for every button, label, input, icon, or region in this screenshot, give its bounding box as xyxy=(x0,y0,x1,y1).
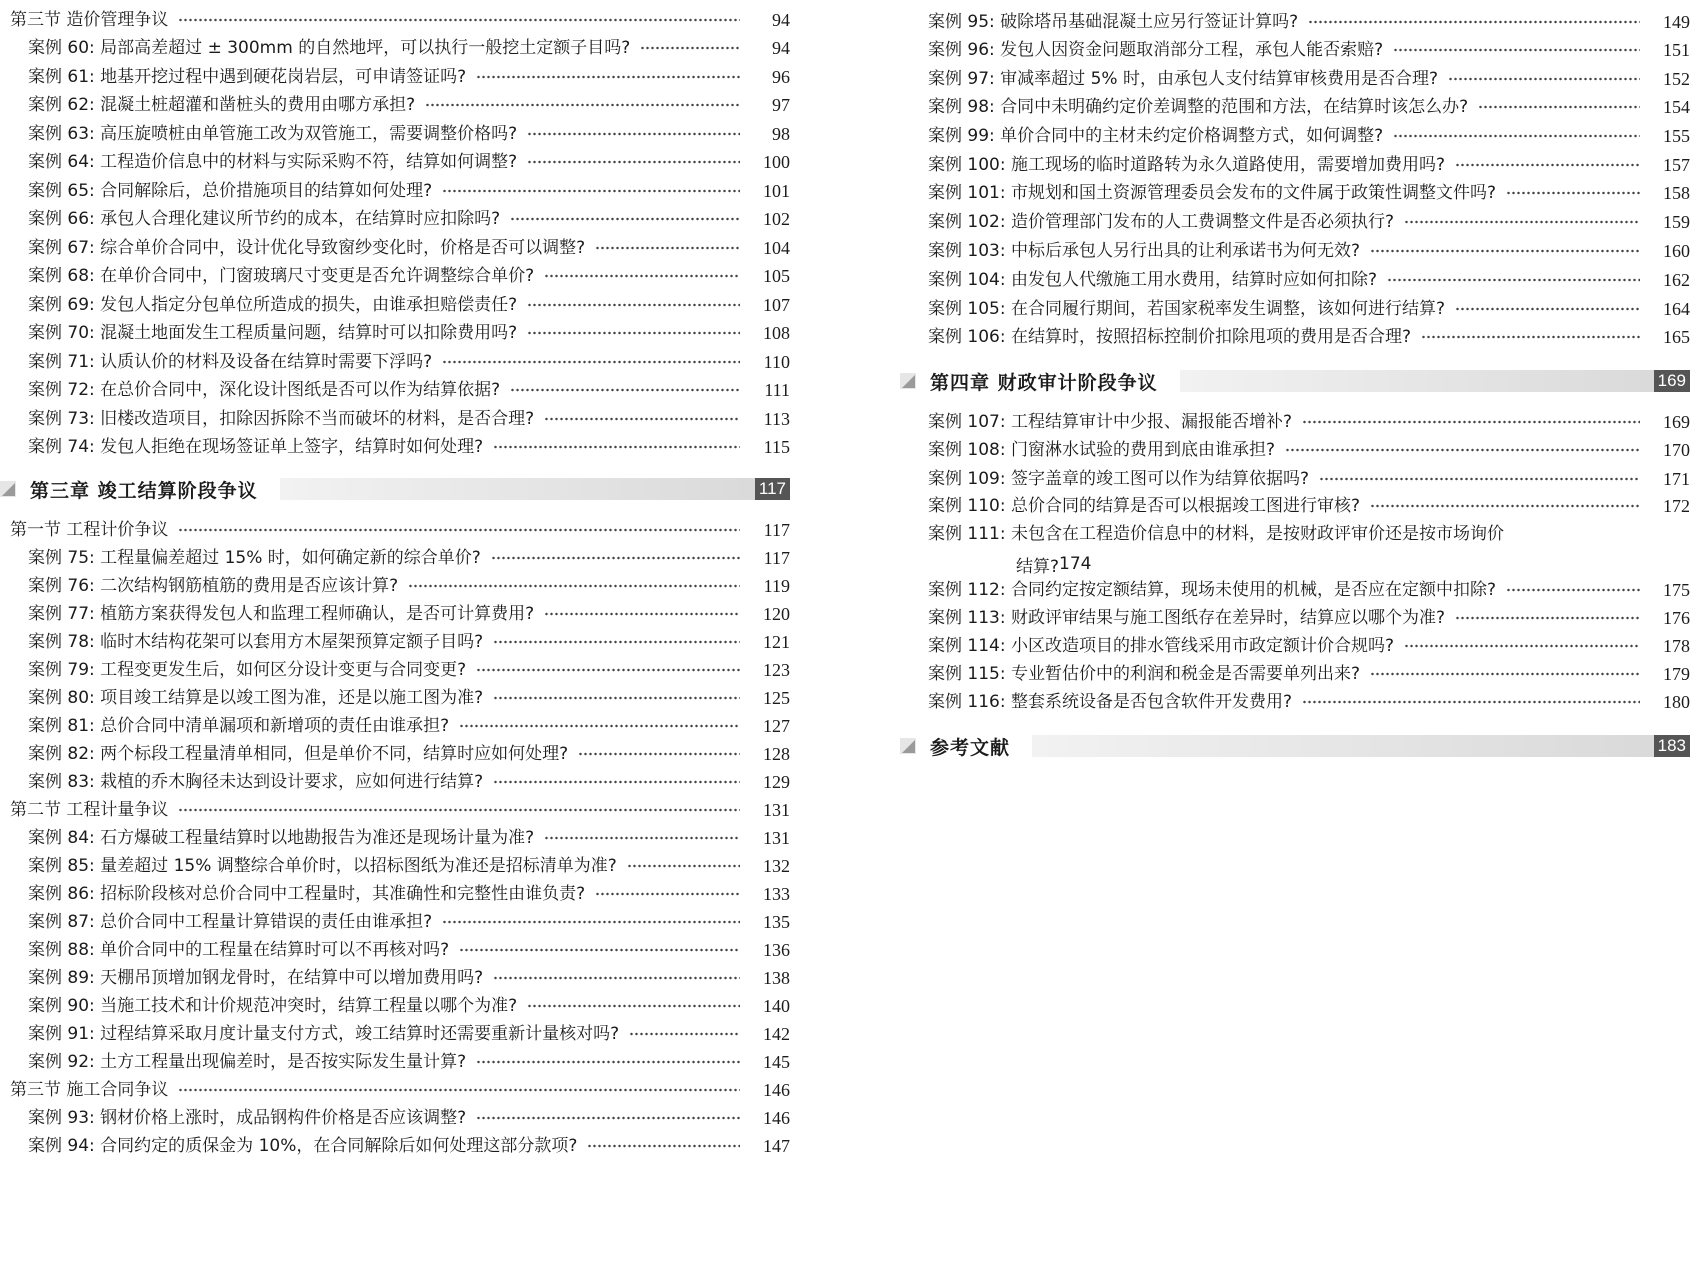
toc-page-number: 120 xyxy=(763,604,790,624)
toc-page-number: 138 xyxy=(763,968,790,988)
toc-entry-case xyxy=(928,92,1690,122)
toc-entry-title: 案例 77: 植筋方案获得发包人和监理工程师确认，是否可计算费用? xyxy=(28,604,535,624)
toc-page-number: 133 xyxy=(763,884,790,904)
toc-dot-leader xyxy=(527,156,740,168)
toc-page-number: 117 xyxy=(763,548,790,568)
toc-page-number: 175 xyxy=(1663,580,1690,600)
toc-dot-leader xyxy=(1455,159,1640,171)
toc-dot-leader xyxy=(1506,187,1640,199)
toc-entry-case xyxy=(28,318,790,348)
toc-entry-case xyxy=(28,261,790,291)
toc-entry-case xyxy=(28,176,790,206)
toc-page-number: 159 xyxy=(1663,212,1690,232)
toc-entry-case xyxy=(928,659,1690,689)
toc-page-number: 94 xyxy=(772,10,790,30)
toc-dot-leader xyxy=(442,185,740,197)
toc-page-number: 107 xyxy=(763,295,790,315)
toc-entry-title: 案例 69: 发包人指定分包单位所造成的损失，由谁承担赔偿责任? xyxy=(28,295,518,315)
toc-page-number: 160 xyxy=(1663,241,1690,261)
toc-entry-title: 案例 95: 破除塔吊基础混凝土应另行签证计算吗? xyxy=(928,12,1299,32)
toc-page-number: 146 xyxy=(763,1108,790,1128)
triangle-marker-icon xyxy=(0,481,16,497)
toc-entry-case xyxy=(928,687,1690,717)
toc-entry-title: 案例 78: 临时木结构花架可以套用方木屋架预算定额子目吗? xyxy=(28,632,484,652)
toc-entry-case xyxy=(928,236,1690,266)
toc-page-number: 174 xyxy=(1059,554,1092,574)
toc-entry-case xyxy=(28,963,790,993)
toc-dot-leader xyxy=(578,748,740,760)
toc-dot-leader xyxy=(527,327,740,339)
toc-entry-title: 案例 100: 施工现场的临时道路转为永久道路使用，需要增加费用吗? xyxy=(928,155,1446,175)
toc-dot-leader xyxy=(544,413,740,425)
toc-entry-title: 案例 94: 合同约定的质保金为 10%，在合同解除后如何处理这部分款项? xyxy=(28,1136,578,1156)
toc-page-number: 149 xyxy=(1663,12,1690,32)
chapter-title: 参考文献 xyxy=(930,736,1011,759)
toc-page-number: 104 xyxy=(763,238,790,258)
toc-dot-leader xyxy=(425,99,740,111)
toc-page-number: 164 xyxy=(1663,299,1690,319)
toc-entry-case xyxy=(28,1103,790,1133)
toc-entry-case xyxy=(28,543,790,573)
toc-entry-title: 案例 64: 工程造价信息中的材料与实际采购不符，结算如何调整? xyxy=(28,152,518,172)
toc-dot-leader xyxy=(1370,500,1640,512)
toc-entry-title: 案例 96: 发包人因资金问题取消部分工程，承包人能否索赔? xyxy=(928,40,1384,60)
toc-dot-leader xyxy=(178,14,740,26)
toc-entry-title: 案例 112: 合同约定按定额结算，现场未使用的机械，是否应在定额中扣除? xyxy=(928,580,1497,600)
toc-dot-leader xyxy=(640,42,740,54)
toc-entry-case xyxy=(928,407,1690,437)
toc-dot-leader xyxy=(178,524,740,536)
toc-entry-case xyxy=(28,290,790,320)
toc-entry-case xyxy=(28,655,790,685)
toc-dot-leader xyxy=(491,552,740,564)
toc-page-number: 111 xyxy=(764,380,790,400)
toc-entry-case xyxy=(28,599,790,629)
toc-entry-title: 案例 98: 合同中未明确约定价差调整的范围和方法，在结算时该怎么办? xyxy=(928,97,1469,117)
toc-entry-title: 案例 68: 在单价合同中，门窗玻璃尺寸变更是否允许调整综合单价? xyxy=(28,266,535,286)
toc-entry-title: 案例 91: 过程结算采取月度计量支付方式，竣工结算时还需要重新计量核对吗? xyxy=(28,1024,620,1044)
toc-entry-title: 案例 108: 门窗淋水试验的费用到底由谁承担? xyxy=(928,440,1276,460)
toc-page-number: 131 xyxy=(763,800,790,820)
toc-dot-leader xyxy=(476,71,740,83)
toc-dot-leader xyxy=(1448,73,1640,85)
toc-entry-section xyxy=(10,1075,790,1105)
toc-dot-leader xyxy=(1285,444,1640,456)
chapter-title: 第四章 财政审计阶段争议 xyxy=(930,371,1158,394)
toc-entry-case xyxy=(28,1019,790,1049)
toc-page-number: 169 xyxy=(1663,412,1690,432)
toc-page-number: 115 xyxy=(763,437,790,457)
toc-page-number: 151 xyxy=(1663,40,1690,60)
toc-page-number: 165 xyxy=(1663,327,1690,347)
toc-page-number: 113 xyxy=(763,409,790,429)
toc-dot-leader xyxy=(1370,245,1640,257)
toc-page-number: 96 xyxy=(772,67,790,87)
toc-entry-title: 案例 60: 局部高差超过 ± 300mm 的自然地坪，可以执行一般挖土定额子目吗? xyxy=(28,38,631,58)
toc-page-number: 123 xyxy=(763,660,790,680)
toc-dot-leader xyxy=(1387,274,1640,286)
toc-entry-case xyxy=(28,935,790,965)
toc-page-number: 127 xyxy=(763,716,790,736)
toc-entry-case xyxy=(928,294,1690,324)
toc-entry-title: 案例 87: 总价合同中工程量计算错误的责任由谁承担? xyxy=(28,912,433,932)
toc-dot-leader xyxy=(1393,44,1640,56)
toc-page-number: 97 xyxy=(772,95,790,115)
toc-entry-title: 案例 70: 混凝土地面发生工程质量问题，结算时可以扣除费用吗? xyxy=(28,323,518,343)
toc-entry-case xyxy=(928,150,1690,180)
toc-entry-title: 案例 107: 工程结算审计中少报、漏报能否增补? xyxy=(928,412,1293,432)
toc-entry-title: 案例 81: 总价合同中清单漏项和新增项的责任由谁承担? xyxy=(28,716,450,736)
toc-dot-leader xyxy=(527,1000,740,1012)
toc-entry-title: 案例 66: 承包人合理化建议所节约的成本，在结算时应扣除吗? xyxy=(28,209,501,229)
toc-dot-leader xyxy=(1506,584,1640,596)
toc-entry-case xyxy=(928,491,1690,521)
toc-entry-title: 案例 99: 单价合同中的主材未约定价格调整方式，如何调整? xyxy=(928,126,1384,146)
chapter-heading xyxy=(0,471,790,507)
toc-dot-leader xyxy=(595,888,740,900)
toc-dot-leader xyxy=(527,299,740,311)
chapter-page-badge: 169 xyxy=(1654,370,1690,392)
toc-entry-title: 案例 65: 合同解除后，总价措施项目的结算如何处理? xyxy=(28,181,433,201)
toc-dot-leader xyxy=(1478,101,1640,113)
toc-page-number: 176 xyxy=(1663,608,1690,628)
toc-entry-case xyxy=(928,207,1690,237)
toc-page-number: 162 xyxy=(1663,270,1690,290)
toc-page-number: 142 xyxy=(763,1024,790,1044)
toc-entry-title: 案例 76: 二次结构钢筋植筋的费用是否应该计算? xyxy=(28,576,399,596)
toc-dot-leader xyxy=(459,944,740,956)
toc-entry-title: 案例 115: 专业暂估价中的利润和税金是否需要单列出来? xyxy=(928,664,1361,684)
toc-entry-case xyxy=(28,571,790,601)
toc-dot-leader xyxy=(408,580,740,592)
toc-entry-title: 第三节 施工合同争议 xyxy=(10,1080,169,1100)
toc-entry-title: 案例 71: 认质认价的材料及设备在结算时需要下浮吗? xyxy=(28,352,433,372)
toc-entry-title: 案例 62: 混凝土桩超灌和凿桩头的费用由哪方承担? xyxy=(28,95,416,115)
toc-page-number: 129 xyxy=(763,772,790,792)
toc-dot-leader xyxy=(587,1140,740,1152)
toc-entry-title: 案例 114: 小区改造项目的排水管线采用市政定额计价合规吗? xyxy=(928,636,1395,656)
toc-page-number: 94 xyxy=(772,38,790,58)
toc-entry-title: 案例 86: 招标阶段核对总价合同中工程量时，其准确性和完整性由谁负责? xyxy=(28,884,586,904)
toc-entry-case xyxy=(928,7,1690,37)
toc-page-number: 171 xyxy=(1663,469,1690,489)
toc-page-number: 170 xyxy=(1663,440,1690,460)
toc-entry-title: 案例 61: 地基开挖过程中遇到硬花岗岩层，可申请签证吗? xyxy=(28,67,467,87)
toc-page-number: 110 xyxy=(763,352,790,372)
chapter-page-badge: 183 xyxy=(1654,735,1690,757)
toc-entry-case xyxy=(28,1131,790,1161)
chapter-title: 第三章 竣工结算阶段争议 xyxy=(30,479,258,502)
toc-entry-title: 第二节 工程计量争议 xyxy=(10,800,169,820)
toc-entry-case xyxy=(28,767,790,797)
toc-entry-title: 案例 88: 单价合同中的工程量在结算时可以不再核对吗? xyxy=(28,940,450,960)
toc-page-number: 117 xyxy=(763,520,790,540)
toc-entry-case xyxy=(28,1047,790,1077)
toc-entry-title: 案例 72: 在总价合同中，深化设计图纸是否可以作为结算依据? xyxy=(28,380,501,400)
toc-page-number: 152 xyxy=(1663,69,1690,89)
toc-entry-title: 第一节 工程计价争议 xyxy=(10,520,169,540)
toc-entry-title: 案例 74: 发包人拒绝在现场签证单上签字，结算时如何处理? xyxy=(28,437,484,457)
toc-dot-leader xyxy=(493,692,740,704)
toc-entry-title: 案例 110: 总价合同的结算是否可以根据竣工图进行审核? xyxy=(928,496,1361,516)
toc-entry-case xyxy=(28,404,790,434)
toc-entry-title: 第三节 造价管理争议 xyxy=(10,10,169,30)
toc-dot-leader xyxy=(544,832,740,844)
toc-dot-leader xyxy=(442,916,740,928)
toc-dot-leader xyxy=(1302,416,1640,428)
toc-entry-case xyxy=(928,464,1690,494)
toc-entry-section xyxy=(10,515,790,545)
toc-entry-case xyxy=(28,879,790,909)
toc-entry-case xyxy=(28,432,790,462)
toc-entry-title: 案例 113: 财政评审结果与施工图纸存在差异时，结算应以哪个为准? xyxy=(928,608,1446,628)
toc-entry-case xyxy=(28,683,790,713)
toc-dot-leader xyxy=(493,636,740,648)
toc-dot-leader xyxy=(1370,668,1640,680)
toc-entry-case xyxy=(28,375,790,405)
toc-entry-case xyxy=(28,62,790,92)
toc-entry-title: 案例 89: 天棚吊顶增加钢龙骨时，在结算中可以增加费用吗? xyxy=(28,968,484,988)
toc-entry-case xyxy=(928,64,1690,94)
toc-dot-leader xyxy=(493,776,740,788)
toc-page-number: 125 xyxy=(763,688,790,708)
toc-dot-leader xyxy=(476,1112,740,1124)
toc-dot-leader xyxy=(510,384,740,396)
toc-dot-leader xyxy=(527,128,740,140)
triangle-marker-icon xyxy=(900,373,916,389)
toc-page-number: 147 xyxy=(763,1136,790,1156)
toc-page-number: 108 xyxy=(763,323,790,343)
toc-entry-case xyxy=(28,147,790,177)
toc-entry-case xyxy=(928,265,1690,295)
toc-dot-leader xyxy=(1404,640,1640,652)
toc-entry-title: 案例 111: 未包含在工程造价信息中的材料，是按财政评审价还是按市场询价 xyxy=(928,524,1504,544)
toc-dot-leader xyxy=(493,441,740,453)
toc-page-number: 100 xyxy=(763,152,790,172)
toc-entry-title: 案例 105: 在合同履行期间，若国家税率发生调整，该如何进行结算? xyxy=(928,299,1446,319)
toc-entry-title: 案例 67: 综合单价合同中，设计优化导致窗纱变化时，价格是否可以调整? xyxy=(28,238,586,258)
toc-page-number: 135 xyxy=(763,912,790,932)
toc-entry-case xyxy=(928,631,1690,661)
toc-entry-case xyxy=(28,119,790,149)
chapter-heading xyxy=(900,728,1690,764)
toc-dot-leader xyxy=(442,356,740,368)
toc-entry-case xyxy=(928,603,1690,633)
toc-page-number: 155 xyxy=(1663,126,1690,146)
toc-entry-title: 案例 79: 工程变更发生后，如何区分设计变更与合同变更? xyxy=(28,660,467,680)
toc-page-number: 98 xyxy=(772,124,790,144)
toc-dot-leader xyxy=(1319,473,1640,485)
toc-page-number: 145 xyxy=(763,1052,790,1072)
toc-entry-case xyxy=(28,627,790,657)
toc-entry-title: 案例 106: 在结算时，按照招标控制价扣除甩项的费用是否合理? xyxy=(928,327,1412,347)
toc-entry-case xyxy=(928,575,1690,605)
toc-entry-case xyxy=(928,121,1690,151)
toc-dot-leader xyxy=(1302,696,1640,708)
toc-dot-leader xyxy=(1455,303,1640,315)
toc-dot-leader xyxy=(178,804,740,816)
toc-entry-title: 案例 102: 造价管理部门发布的人工费调整文件是否必须执行? xyxy=(928,212,1395,232)
toc-page-number: 178 xyxy=(1663,636,1690,656)
toc-page-number: 179 xyxy=(1663,664,1690,684)
toc-page-number: 102 xyxy=(763,209,790,229)
toc-entry-case xyxy=(28,823,790,853)
toc-dot-leader xyxy=(178,1084,740,1096)
toc-entry-case xyxy=(928,322,1690,352)
chapter-bar xyxy=(1032,735,1690,757)
toc-entry-title: 案例 83: 栽植的乔木胸径未达到设计要求，应如何进行结算? xyxy=(28,772,484,792)
toc-dot-leader xyxy=(510,213,740,225)
toc-entry-title: 案例 63: 高压旋喷桩由单管施工改为双管施工，需要调整价格吗? xyxy=(28,124,518,144)
toc-dot-leader xyxy=(493,972,740,984)
toc-entry-case xyxy=(28,233,790,263)
toc-page-number: 172 xyxy=(1663,496,1690,516)
toc-entry-title-cont: 结算? xyxy=(1016,556,1060,577)
toc-entry-case xyxy=(28,907,790,937)
toc-entry-title: 案例 82: 两个标段工程量清单相同，但是单价不同，结算时应如何处理? xyxy=(28,744,569,764)
toc-entry-title: 案例 116: 整套系统设备是否包含软件开发费用? xyxy=(928,692,1293,712)
toc-entry-title: 案例 109: 签字盖章的竣工图可以作为结算依据吗? xyxy=(928,469,1310,489)
toc-entry-case xyxy=(28,739,790,769)
toc-dot-leader xyxy=(1421,331,1640,343)
toc-entry-section xyxy=(10,795,790,825)
toc-page-number: 105 xyxy=(763,266,790,286)
toc-page-number: 136 xyxy=(763,940,790,960)
toc-entry-case xyxy=(28,90,790,120)
toc-entry-title: 案例 84: 石方爆破工程量结算时以地勘报告为准还是现场计量为准? xyxy=(28,828,535,848)
toc-dot-leader xyxy=(627,860,740,872)
toc-entry-title: 案例 85: 量差超过 15% 调整综合单价时，以招标图纸为准还是招标清单为准? xyxy=(28,856,617,876)
chapter-heading xyxy=(900,363,1690,399)
chapter-bar xyxy=(280,478,790,500)
toc-entry-case xyxy=(28,204,790,234)
toc-page-number: 128 xyxy=(763,744,790,764)
toc-entry-case xyxy=(928,35,1690,65)
toc-entry-case xyxy=(28,991,790,1021)
toc-entry-title: 案例 104: 由发包人代缴施工用水费用，结算时应如何扣除? xyxy=(928,270,1378,290)
toc-entry-title: 案例 90: 当施工技术和计价规范冲突时，结算工程量以哪个为准? xyxy=(28,996,518,1016)
toc-entry-title: 案例 97: 审减率超过 5% 时，由承包人支付结算审核费用是否合理? xyxy=(928,69,1438,89)
toc-dot-leader xyxy=(1308,16,1640,28)
toc-entry-case xyxy=(928,435,1690,465)
toc-entry-title: 案例 73: 旧楼改造项目，扣除因拆除不当而破坏的材料，是否合理? xyxy=(28,409,535,429)
toc-entry-title: 案例 93: 钢材价格上涨时，成品钢构件价格是否应该调整? xyxy=(28,1108,467,1128)
toc-entry-title: 案例 80: 项目竣工结算是以竣工图为准，还是以施工图为准? xyxy=(28,688,484,708)
toc-entry-title: 案例 92: 土方工程量出现偏差时，是否按实际发生量计算? xyxy=(28,1052,467,1072)
toc-page-number: 101 xyxy=(763,181,790,201)
toc-page-number: 158 xyxy=(1663,183,1690,203)
toc-dot-leader xyxy=(629,1028,740,1040)
toc-dot-leader xyxy=(476,664,740,676)
toc-entry-case xyxy=(28,33,790,63)
toc-page-number: 154 xyxy=(1663,97,1690,117)
chapter-bar xyxy=(1180,370,1690,392)
toc-page-number: 121 xyxy=(763,632,790,652)
toc-page-number: 119 xyxy=(763,576,790,596)
toc-dot-leader xyxy=(1455,612,1640,624)
toc-dot-leader xyxy=(476,1056,740,1068)
toc-page-number: 132 xyxy=(763,856,790,876)
toc-dot-leader xyxy=(1393,130,1640,142)
chapter-page-badge: 117 xyxy=(755,478,790,500)
toc-entry-case xyxy=(28,347,790,377)
toc-dot-leader xyxy=(544,270,740,282)
toc-entry-case xyxy=(928,519,1690,579)
toc-page-number: 140 xyxy=(763,996,790,1016)
toc-entry-title: 案例 103: 中标后承包人另行出具的让利承诺书为何无效? xyxy=(928,241,1361,261)
toc-entry-case xyxy=(28,711,790,741)
toc-page-number: 131 xyxy=(763,828,790,848)
toc-dot-leader xyxy=(544,608,740,620)
toc-entry-title: 案例 101: 市规划和国土资源管理委员会发布的文件属于政策性调整文件吗? xyxy=(928,183,1497,203)
toc-entry-case xyxy=(28,851,790,881)
toc-page-number: 180 xyxy=(1663,692,1690,712)
toc-dot-leader xyxy=(595,242,740,254)
toc-entry-title: 案例 75: 工程量偏差超过 15% 时，如何确定新的综合单价? xyxy=(28,548,481,568)
triangle-marker-icon xyxy=(900,738,916,754)
toc-entry-case xyxy=(928,178,1690,208)
toc-entry-section xyxy=(10,5,790,35)
toc-dot-leader xyxy=(1404,216,1640,228)
toc-page-number: 146 xyxy=(763,1080,790,1100)
toc-page-number: 157 xyxy=(1663,155,1690,175)
toc-dot-leader xyxy=(459,720,740,732)
